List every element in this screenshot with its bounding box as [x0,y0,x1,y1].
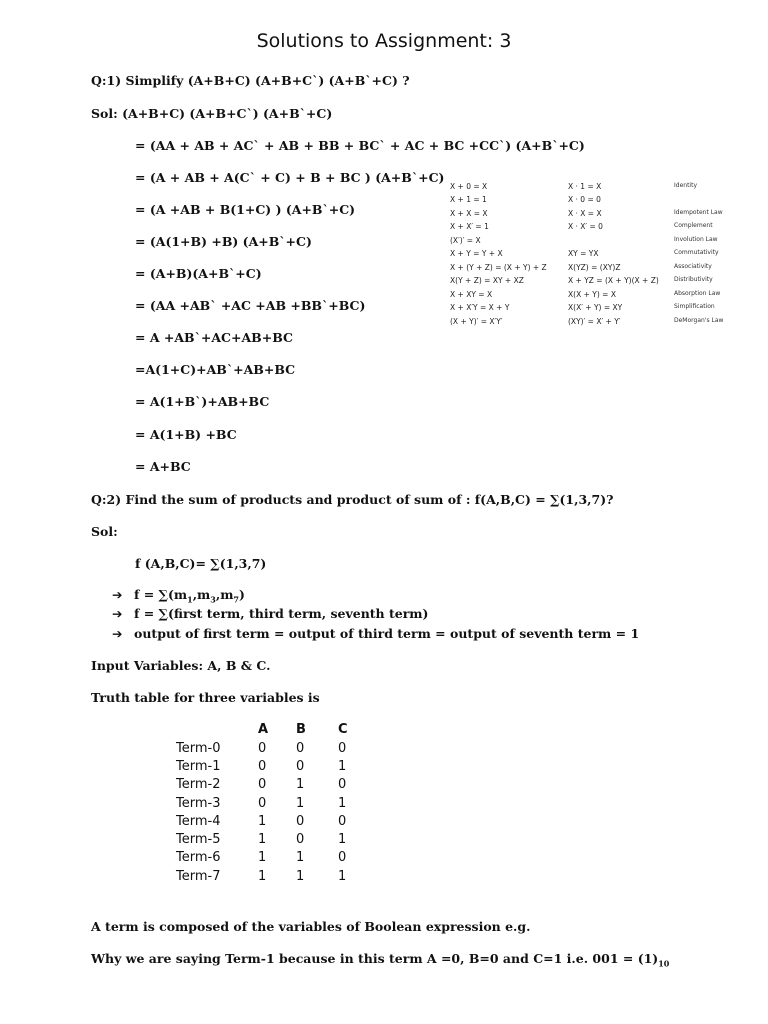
question-1: Q:1) Simplify (A+B+C) (A+B+C`) (A+B`+C) ? [91,73,410,88]
bullet-text: f = ∑(first term, third term, seventh term) [134,606,429,621]
bullet-text: output of first term = output of third term = output of seventh term = 1 [134,626,640,641]
law-left: X + XY = X [450,290,493,299]
law-name: Distributivity [674,276,713,283]
page-title: Solutions to Assignment: 3 [256,30,512,52]
law-row [450,303,740,316]
cell-c: 0 [338,814,347,829]
term-label: Term-4 [176,814,221,829]
law-left: X + Y = Y + X [450,249,503,258]
table-row [176,796,376,814]
column-header-a: A [258,722,269,737]
step-3: = (A +AB + B(1+C) ) (A+B`+C) [135,202,356,217]
step-7: = A +AB`+AC+AB+BC [135,330,293,345]
law-name: Idempotent Law [674,209,723,216]
table-row [176,759,376,777]
table-row [176,814,376,832]
bullet-text: ,m [215,587,234,602]
law-row [450,182,740,195]
law-row [450,222,740,235]
step-9: = A(1+B`)+AB+BC [135,394,270,409]
law-right: (XY)′ = X′ + Y′ [568,317,621,326]
cell-a: 1 [258,814,267,829]
arrow-icon: ➔ [112,587,123,602]
subscript: 10 [658,958,670,969]
input-variables: Input Variables: A, B & C. [91,658,271,673]
law-row [450,263,740,276]
cell-c: 1 [338,869,347,884]
cell-a: 1 [258,869,267,884]
cell-a: 0 [258,741,267,756]
step-11: = A+BC [135,459,191,474]
term-label: Term-0 [176,741,221,756]
term-label: Term-2 [176,777,221,792]
law-name: Associativity [674,263,712,270]
cell-b: 1 [296,869,305,884]
cell-c: 0 [338,741,347,756]
cell-a: 0 [258,759,267,774]
cell-b: 0 [296,814,305,829]
term-label: Term-1 [176,759,221,774]
step-2: = (A + AB + A(C` + C) + B + BC ) (A+B`+C) [135,170,445,185]
law-right: XY = YX [568,249,599,258]
law-name: Identity [674,182,697,189]
law-name: Simplification [674,303,715,310]
bullet-terms [112,606,428,621]
cell-a: 1 [258,832,267,847]
law-row [450,317,740,330]
law-left: X(Y + Z) = XY + XZ [450,276,524,285]
column-header-b: B [296,722,306,737]
step-10: = A(1+B) +BC [135,427,237,442]
cell-b: 0 [296,741,305,756]
law-right: X + YZ = (X + Y)(X + Z) [568,276,659,285]
term-label: Term-5 [176,832,221,847]
function-definition: f (A,B,C)= ∑(1,3,7) [135,556,267,571]
table-row [176,741,376,759]
cell-b: 1 [296,777,305,792]
cell-a: 1 [258,850,267,865]
law-left: (X + Y)′ = X′Y′ [450,317,503,326]
bullet-output [112,626,639,641]
law-left: X + 0 = X [450,182,488,191]
term-label: Term-6 [176,850,221,865]
table-row [176,869,376,887]
bullet-text: f = ∑(m [134,587,188,602]
bullet-text: ,m [192,587,211,602]
law-left: X + X′Y = X + Y [450,303,510,312]
law-right: X · X′ = 0 [568,222,603,231]
law-name: Absorption Law [674,290,721,297]
law-right: X · 1 = X [568,182,602,191]
term-label: Term-7 [176,869,221,884]
law-name: Complement [674,222,713,229]
law-name: DeMorgan's Law [674,317,724,324]
table-row [176,832,376,850]
cell-c: 1 [338,759,347,774]
term-label: Term-3 [176,796,221,811]
arrow-icon: ➔ [112,626,123,641]
explanation-text: Why we are saying Term-1 because in this term A =0, B=0 and C=1 i.e. 001 = (1) [91,951,659,966]
law-name: Involution Law [674,236,718,243]
subscript: 1 [187,594,193,605]
solution-2-label: Sol: [91,524,118,539]
law-row [450,209,740,222]
law-right: X · X = X [568,209,602,218]
cell-b: 0 [296,759,305,774]
subscript: 7 [233,594,239,605]
step-1: = (AA + AB + AC` + AB + BB + BC` + AC + BC +CC`) (A+B`+C) [135,138,585,153]
term-definition: A term is composed of the variables of Boolean expression e.g. [91,919,531,934]
term-explanation [91,951,669,969]
law-left: X + (Y + Z) = (X + Y) + Z [450,263,547,272]
law-left: X + 1 = 1 [450,195,487,204]
column-header-c: C [338,722,348,737]
law-row [450,195,740,208]
bullet-text: ) [239,587,245,602]
table-row [176,850,376,868]
law-left: (X′)′ = X [450,236,481,245]
law-row [450,236,740,249]
law-name: Commutativity [674,249,719,256]
cell-a: 0 [258,796,267,811]
law-row [450,290,740,303]
law-left: X + X = X [450,209,488,218]
law-left: X + X′ = 1 [450,222,489,231]
cell-c: 0 [338,777,347,792]
truth-table-intro: Truth table for three variables is [91,690,320,705]
step-6: = (AA +AB` +AC +AB +BB`+BC) [135,298,366,313]
solution-1-label: Sol: (A+B+C) (A+B+C`) (A+B`+C) [91,106,333,121]
cell-c: 1 [338,832,347,847]
law-right: X · 0 = 0 [568,195,601,204]
table-row [176,777,376,795]
cell-b: 1 [296,796,305,811]
law-row [450,276,740,289]
step-5: = (A+B)(A+B`+C) [135,266,262,281]
cell-c: 0 [338,850,347,865]
cell-b: 0 [296,832,305,847]
arrow-icon: ➔ [112,606,123,621]
bullet-minterms [112,587,245,605]
step-4: = (A(1+B) +B) (A+B`+C) [135,234,312,249]
law-right: X(X′ + Y) = XY [568,303,623,312]
subscript: 3 [210,594,216,605]
law-right: X(X + Y) = X [568,290,616,299]
question-2: Q:2) Find the sum of products and product of sum of : f(A,B,C) = ∑(1,3,7)? [91,492,614,507]
law-right: X(YZ) = (XY)Z [568,263,621,272]
step-8: =A(1+C)+AB`+AB+BC [135,362,296,377]
cell-c: 1 [338,796,347,811]
cell-b: 1 [296,850,305,865]
law-row [450,249,740,262]
cell-a: 0 [258,777,267,792]
